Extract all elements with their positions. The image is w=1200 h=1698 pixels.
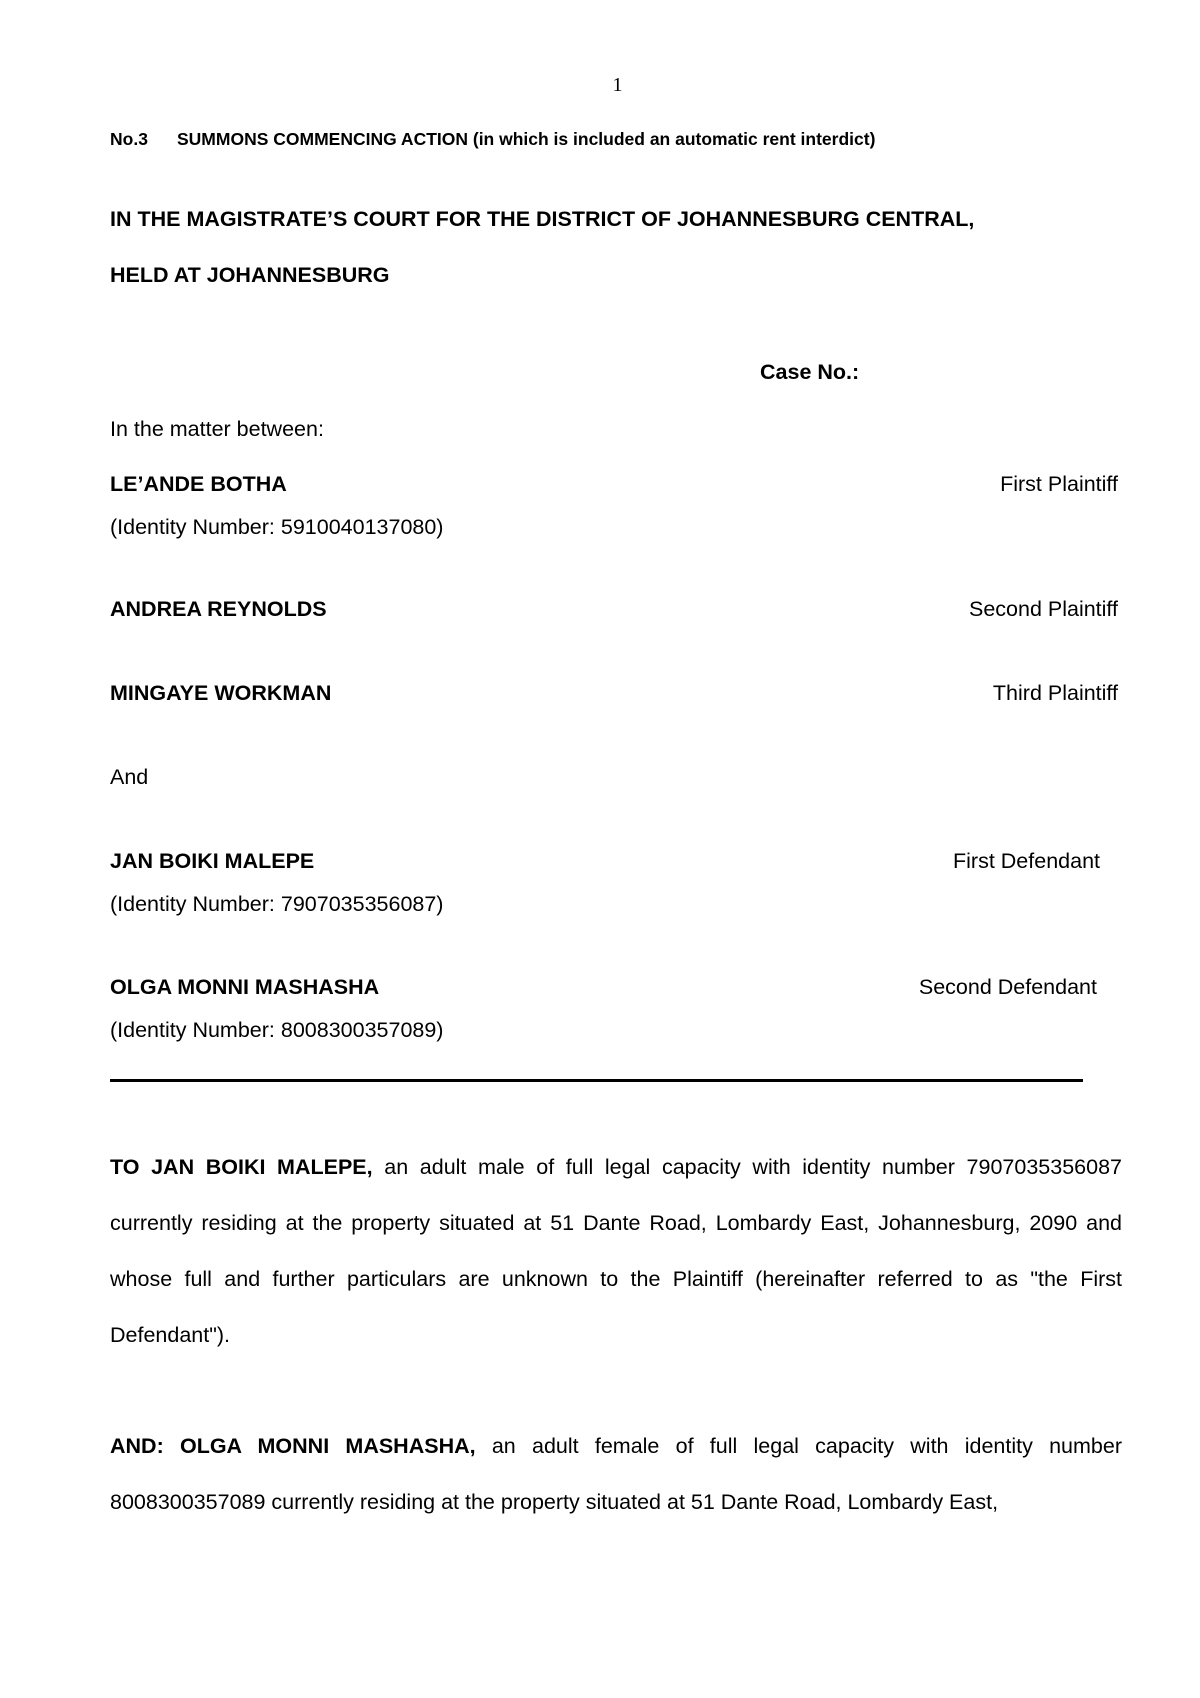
form-heading [110,129,875,150]
second-plaintiff-role: Second Plaintiff [968,597,1118,621]
first-plaintiff-role: First Plaintiff [1000,472,1118,496]
second-defendant-name: OLGA MONNI MASHASHA [110,975,380,999]
second-defendant-id: (Identity Number: 8008300357089) [110,1018,444,1042]
form-title: SUMMONS COMMENCING ACTION (in which is included an automatic rent interdict) [177,129,876,149]
third-plaintiff-name: MINGAYE WORKMAN [110,681,332,705]
separator-rule [110,1079,1083,1082]
matter-between-label: In the matter between: [110,417,324,441]
court-heading-line-1: IN THE MAGISTRATE’S COURT FOR THE DISTRICT OF JOHANNESBURG CENTRAL, [110,207,975,231]
case-number-label: Case No.: [760,360,860,384]
form-number: No.3 [110,129,148,149]
first-defendant-name: JAN BOIKI MALEPE [110,849,315,873]
second-plaintiff-name: ANDREA REYNOLDS [110,597,327,621]
second-defendant-role: Second Defendant [918,975,1097,999]
page-number: 1 [612,74,623,96]
first-plaintiff-id: (Identity Number: 5910040137080) [110,515,444,539]
third-plaintiff-role: Third Plaintiff [992,681,1118,705]
second-defendant-paragraph [110,1418,1122,1530]
first-defendant-role: First Defendant [953,849,1100,873]
paragraph-lead: AND: OLGA MONNI MASHASHA, [110,1434,476,1458]
paragraph-text: an adult female of full legal capacity with identity number 8008300357089 currently residing at the property situated at 51 Dante Road, Lombardy East, [110,1434,1122,1514]
first-defendant-id: (Identity Number: 7907035356087) [110,892,444,916]
court-heading-line-2: HELD AT JOHANNESBURG [110,263,390,287]
paragraph-lead: TO JAN BOIKI MALEPE, [110,1155,373,1179]
first-defendant-paragraph [110,1139,1122,1363]
and-separator: And [110,765,149,789]
paragraph-text: an adult male of full legal capacity with identity number 7907035356087 currently residing at the property situated at 51 Dante Road, Lombardy East, Johannesburg, 2090 and whose full and further particulars are unknown to the Plaintiff (hereinafter referred to as "the First Defendant"). [110,1155,1122,1347]
first-plaintiff-name: LE’ANDE BOTHA [110,472,287,496]
